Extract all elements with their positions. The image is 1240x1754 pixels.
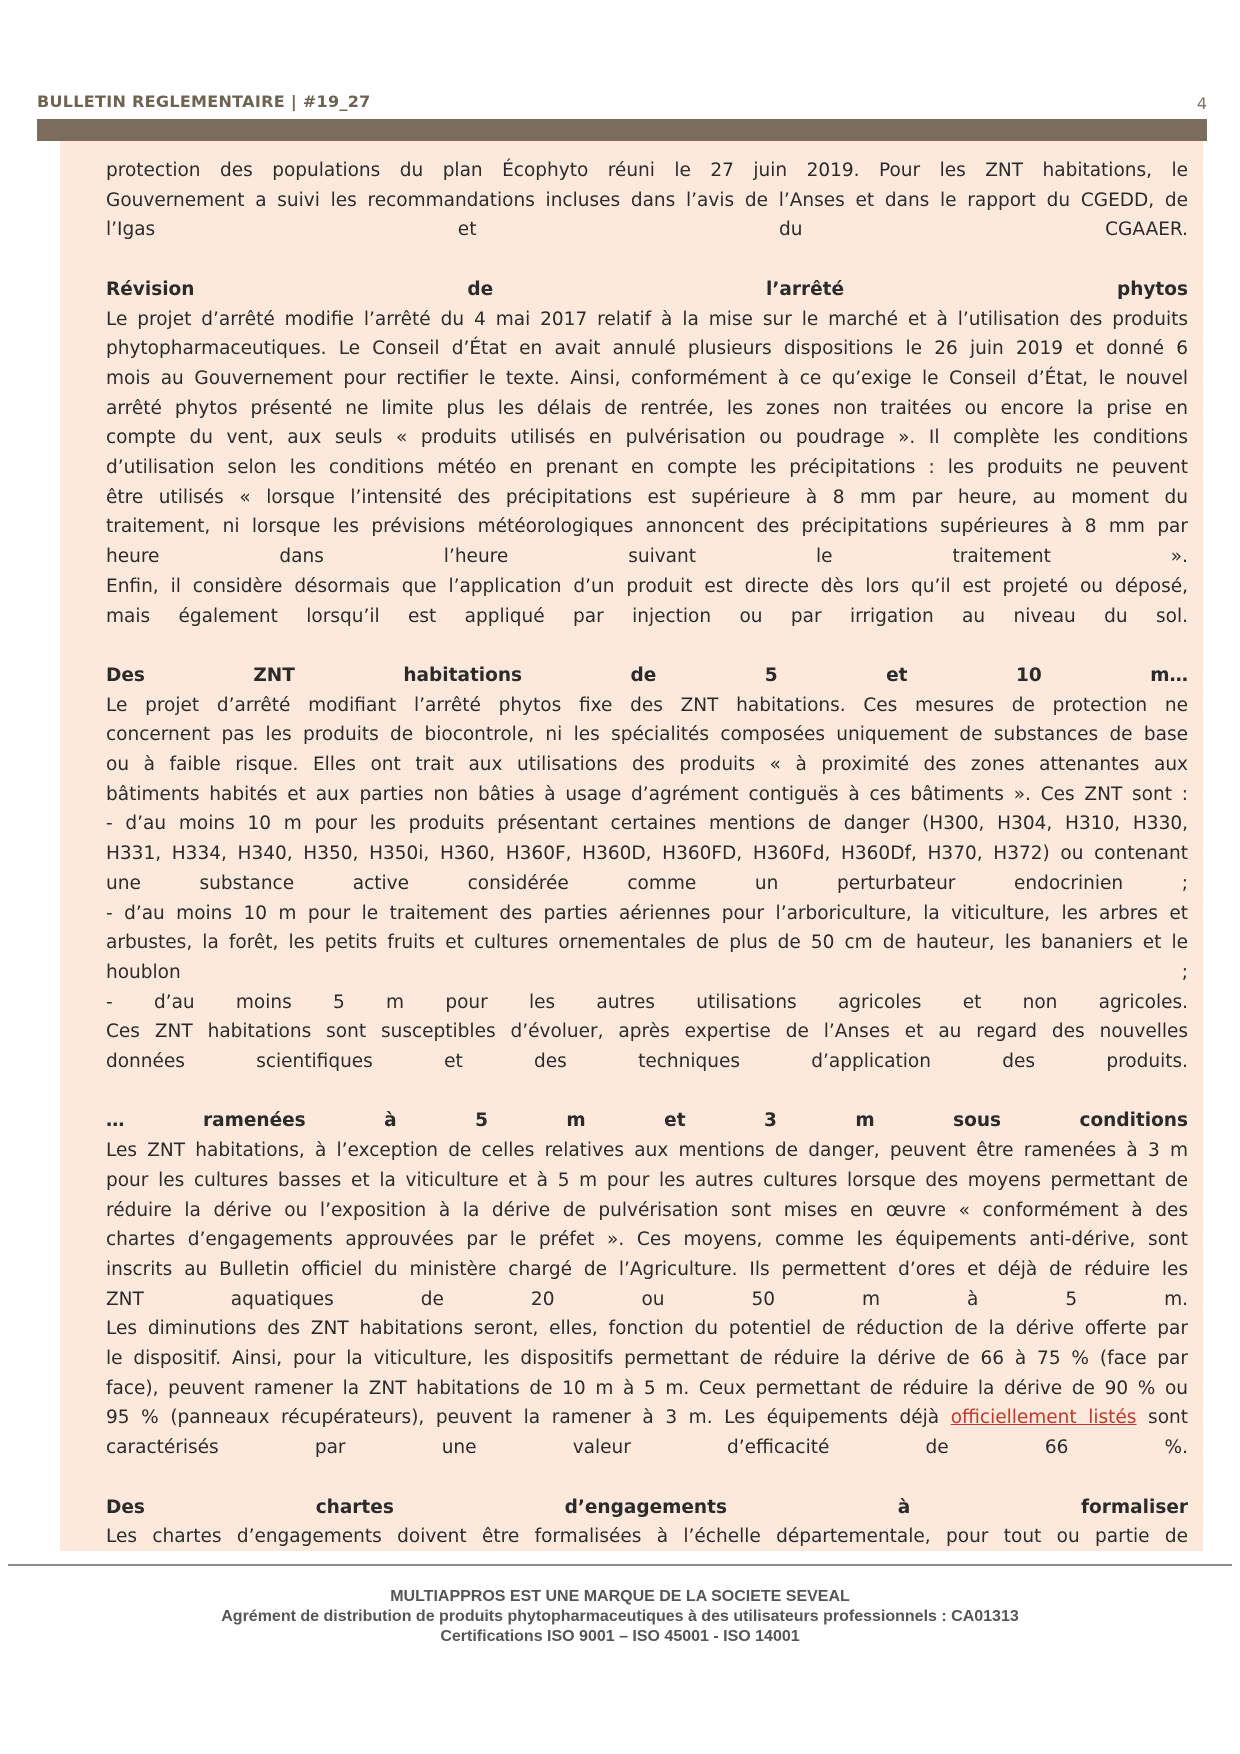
text-line: Ces ZNT habitations sont susceptibles d’évoluer, après expertise de l’Anses et au regard des nouvelles [106, 1021, 1188, 1043]
text-line: concernent pas les produits de biocontrole, ni les spécialités composées uniquement de substances de base [106, 724, 1188, 746]
text-line: face), peuvent ramener la ZNT habitations de 10 m à 5 m. Ceux permettant de réduire la dérive de 90 % ou [106, 1377, 1188, 1399]
text-line: une substance active considérée comme un perturbateur endocrinien ; [106, 872, 1188, 894]
text-line: Enfin, il considère désormais que l’application d’un produit est directe dès lors qu’il est projeté ou déposé, [106, 575, 1188, 597]
text-line: Les chartes d’engagements doivent être formalisées à l’échelle départementale, pour tout ou partie de [106, 1526, 1188, 1548]
page-header [37, 88, 1207, 118]
text-line-with-link [106, 1403, 1188, 1433]
text-line: arrêté phytos présenté ne limite plus les délais de rentrée, les zones non traitées ou encore la prise en [106, 397, 1188, 419]
text-line: d’utilisation selon les conditions météo en prenant en compte les précipitations : les produits ne peuvent [106, 457, 1188, 479]
section-heading-revision: Révision de l’arrêté phytos [106, 278, 1188, 300]
text-line: caractérisés par une valeur d’efficacité de 66 %. [106, 1437, 1188, 1459]
text-line: protection des populations du plan Écophyto réuni le 27 juin 2019. Pour les ZNT habitations, le [106, 160, 1188, 181]
footer-certifications-line: Certifications ISO 9001 – ISO 45001 - ISO 14001 [440, 1628, 800, 1645]
text-line: Gouvernement a suivi les recommandations incluses dans l’avis de l’Anses et dans le rapport du CGEDD, de [106, 189, 1188, 211]
text-line: phytopharmaceutiques. Le Conseil d’État en avait annulé plusieurs dispositions le 26 juin 2019 et donné 6 [106, 338, 1188, 360]
text-line: Le projet d’arrêté modifie l’arrêté du 4 mai 2017 relatif à la mise sur le marché et à l’utilisation des produits [106, 308, 1188, 330]
text-line: le dispositif. Ainsi, pour la viticulture, les dispositifs permettant de réduire la dérive de 66 à 75 % (face par [106, 1348, 1188, 1370]
text-line: ou à faible risque. Elles ont trait aux utilisations des produits « à proximité des zones attenantes aux [106, 754, 1188, 776]
text-line: - d’au moins 5 m pour les autres utilisations agricoles et non agricoles. [106, 991, 1188, 1013]
text-line: être utilisés « lorsque l’intensité des précipitations est supérieure à 8 mm par heure, au moment du [106, 486, 1188, 508]
header-bar [37, 119, 1207, 141]
section-heading-znt: Des ZNT habitations de 5 et 10 m… [106, 664, 1188, 686]
text-line: - d’au moins 10 m pour les produits présentant certaines mentions de danger (H300, H304, H310, H330, [106, 813, 1188, 835]
page-number: 4 [1196, 94, 1207, 113]
text-line: arbustes, la forêt, les petits fruits et cultures ornementales de plus de 50 cm de hauteur, les bananiers et le [106, 932, 1188, 954]
officially-listed-link[interactable]: officiellement listés [950, 1407, 1137, 1429]
text-line: H331, H334, H340, H350, H350i, H360, H360F, H360D, H360FD, H360Fd, H360Df, H370, H372) ou contenant [106, 843, 1188, 865]
text-line: compte du vent, aux seuls « produits utilisés en pulvérisation ou poudrage ». Il complète les conditions [106, 427, 1188, 449]
text-line: Le projet d’arrêté modifiant l’arrêté phytos fixe des ZNT habitations. Ces mesures de protection ne [106, 694, 1188, 716]
section-heading-ramenees: … ramenées à 5 m et 3 m sous conditions [106, 1110, 1188, 1132]
text-line: ZNT aquatiques de 20 ou 50 m à 5 m. [106, 1288, 1188, 1310]
text-line: mois au Gouvernement pour rectifier le texte. Ainsi, conformément à ce qu’exige le Conseil d’État, le nouvel [106, 367, 1188, 389]
text-line: inscrits au Bulletin officiel du ministère chargé de l’Agriculture. Ils permettent d’ores et déjà de réduire les [106, 1258, 1188, 1280]
text-line: mais également lorsqu’il est appliqué par injection ou par irrigation au niveau du sol. [106, 605, 1188, 627]
section-heading-chartes: Des chartes d’engagements à formaliser [106, 1496, 1188, 1518]
footer-divider [8, 1564, 1232, 1566]
text-line: - d’au moins 10 m pour le traitement des parties aériennes pour l’arboriculture, la viticulture, les arbres et [106, 902, 1188, 924]
text-line: heure dans l’heure suivant le traitement ». [106, 546, 1188, 568]
text-line: l’Igas et du CGAAER. [106, 219, 1188, 241]
text-line: données scientifiques et des techniques d’application des produits. [106, 1051, 1188, 1073]
text-line: réduire la dérive ou l’exposition à la dérive de pulvérisation sont mises en œuvre « conformément à des [106, 1199, 1188, 1221]
footer-brand-line: MULTIAPPROS EST UNE MARQUE DE LA SOCIETE SEVEAL [390, 1588, 850, 1605]
page-footer [0, 1587, 1240, 1647]
text-line: Les ZNT habitations, à l’exception de celles relatives aux mentions de danger, peuvent être ramenées à 3 m [106, 1140, 1188, 1162]
bulletin-title: BULLETIN REGLEMENTAIRE | #19_27 [37, 92, 371, 111]
text-line: traitement, ni lorsque les prévisions météorologiques annoncent des précipitations supérieures à 8 mm par [106, 516, 1188, 538]
article-body [106, 156, 1188, 1552]
text-line: Les diminutions des ZNT habitations seront, elles, fonction du potentiel de réduction de la dérive offerte par [106, 1318, 1188, 1340]
text-segment: 95 % (panneaux récupérateurs), peuvent la ramener à 3 m. Les équipements déjà [106, 1407, 951, 1429]
text-line: bâtiments habités et aux parties non bâties à usage d’agrément contiguës à ces bâtiments ». Ces ZNT sont : [106, 783, 1188, 805]
text-line: pour les cultures basses et la viticulture et à 5 m pour les autres cultures lorsque des moyens permettant de [106, 1169, 1188, 1191]
text-segment: sont [1136, 1407, 1188, 1429]
text-line: houblon ; [106, 961, 1188, 983]
text-line: chartes d’engagements approuvées par le préfet ». Ces moyens, comme les équipements anti-dérive, sont [106, 1229, 1188, 1251]
footer-agreement-line: Agrément de distribution de produits phytopharmaceutiques à des utilisateurs professionnels : CA01313 [221, 1608, 1019, 1625]
